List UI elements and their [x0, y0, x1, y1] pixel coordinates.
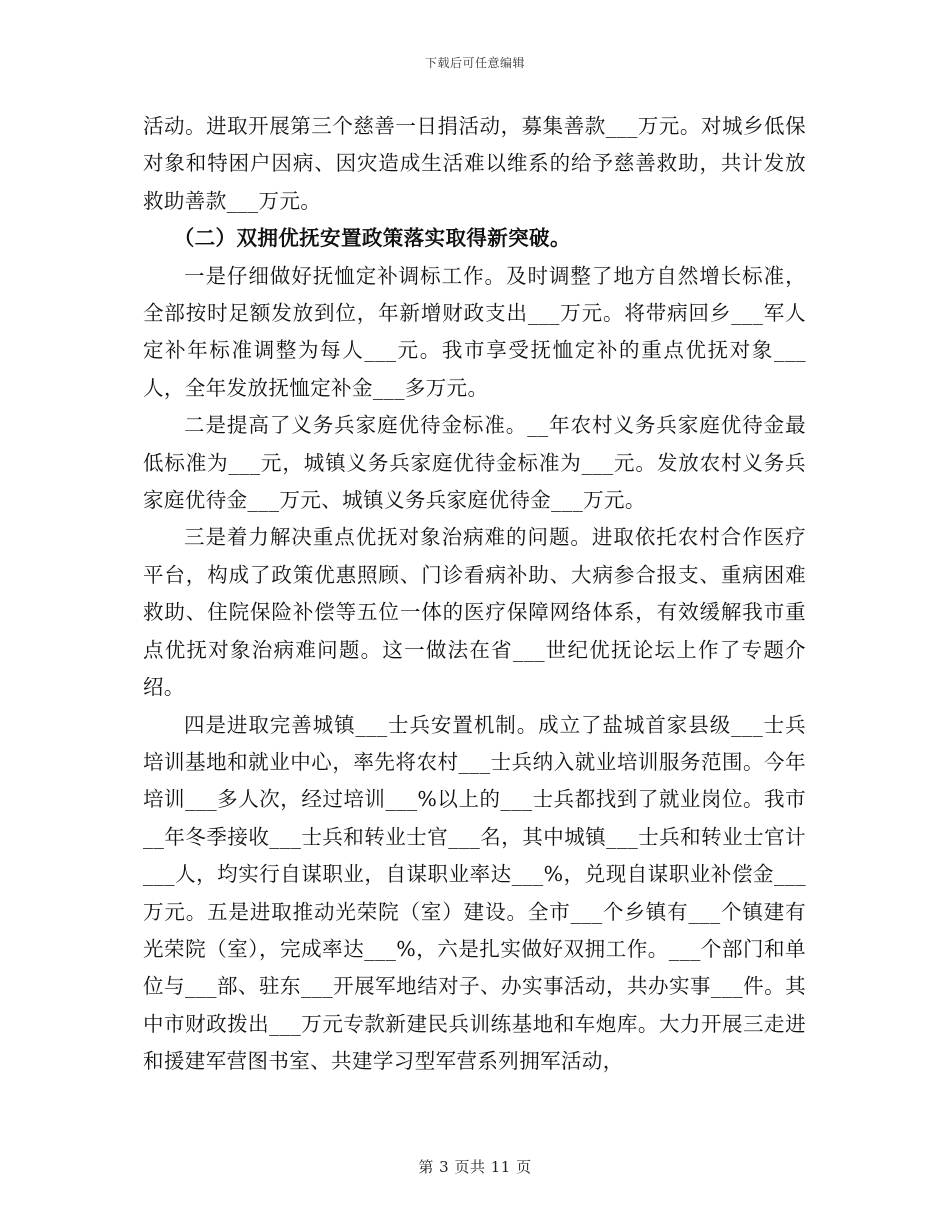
paragraph-item-2: 二是提高了义务兵家庭优待金标准。__年农村义务兵家庭优待金最低标准为___元，城镇义务兵家庭优待金标准为___元。发放农村义务兵家庭优待金___万元、城镇义务兵家庭优待金___万元。: [143, 413, 806, 513]
page-footer: 第 3 页共 11 页: [418, 1158, 532, 1176]
paragraph-item-3: 三是着力解决重点优抚对象治病难的问题。进取依托农村合作医疗平台，构成了政策优惠照顾、门诊看病补助、大病参合报支、重病困难救助、住院保险补偿等五位一体的医疗保障网络体系，有效缓解我市重点优抚对象治病难问题。这一做法在省___世纪优抚论坛上作了专题介绍。: [143, 525, 806, 700]
paragraph-item-4: 四是进取完善城镇___士兵安置机制。成立了盐城首家县级___士兵培训基地和就业中心，率先将农村___士兵纳入就业培训服务范围。今年培训___多人次，经过培训___%以上的___士兵都找到了就业岗位。我市__年冬季接收___士兵和转业士官___名，其中城镇___士兵和转业士官计___人，均实行自谋职业，自谋职业率达___%，兑现自谋职业补偿金___万元。五是进取推动光荣院（室）建设。全市___个乡镇有___个镇建有光荣院（室），完成率达___%，六是扎实做好双拥工作。___个部门和单位与___部、驻东___开展军地结对子、办实事活动，共办实事___件。其中市财政拨出___万元专款新建民兵训练基地和车炮库。大力开展三走进和援建军营图书室、共建学习型军营系列拥军活动，: [143, 712, 806, 1074]
section-heading: （二）双拥优抚安置政策落实取得新突破。: [173, 226, 571, 251]
paragraph-continuation: 活动。进取开展第三个慈善一日捐活动，募集善款___万元。对城乡低保对象和特困户因病、因灾造成生活难以维系的给予慈善救助，共计发放救助善款___万元。: [143, 114, 806, 213]
document-body: [143, 108, 806, 1081]
page-header: 下载后可任意编辑: [424, 56, 525, 70]
paragraph-item-1: 一是仔细做好抚恤定补调标工作。及时调整了地方自然增长标准，全部按时足额发放到位，年新增财政支出___万元。将带病回乡___军人定补年标准调整为每人___元。我市享受抚恤定补的重点优抚对象___人，全年发放抚恤定补金___多万元。: [143, 263, 806, 400]
